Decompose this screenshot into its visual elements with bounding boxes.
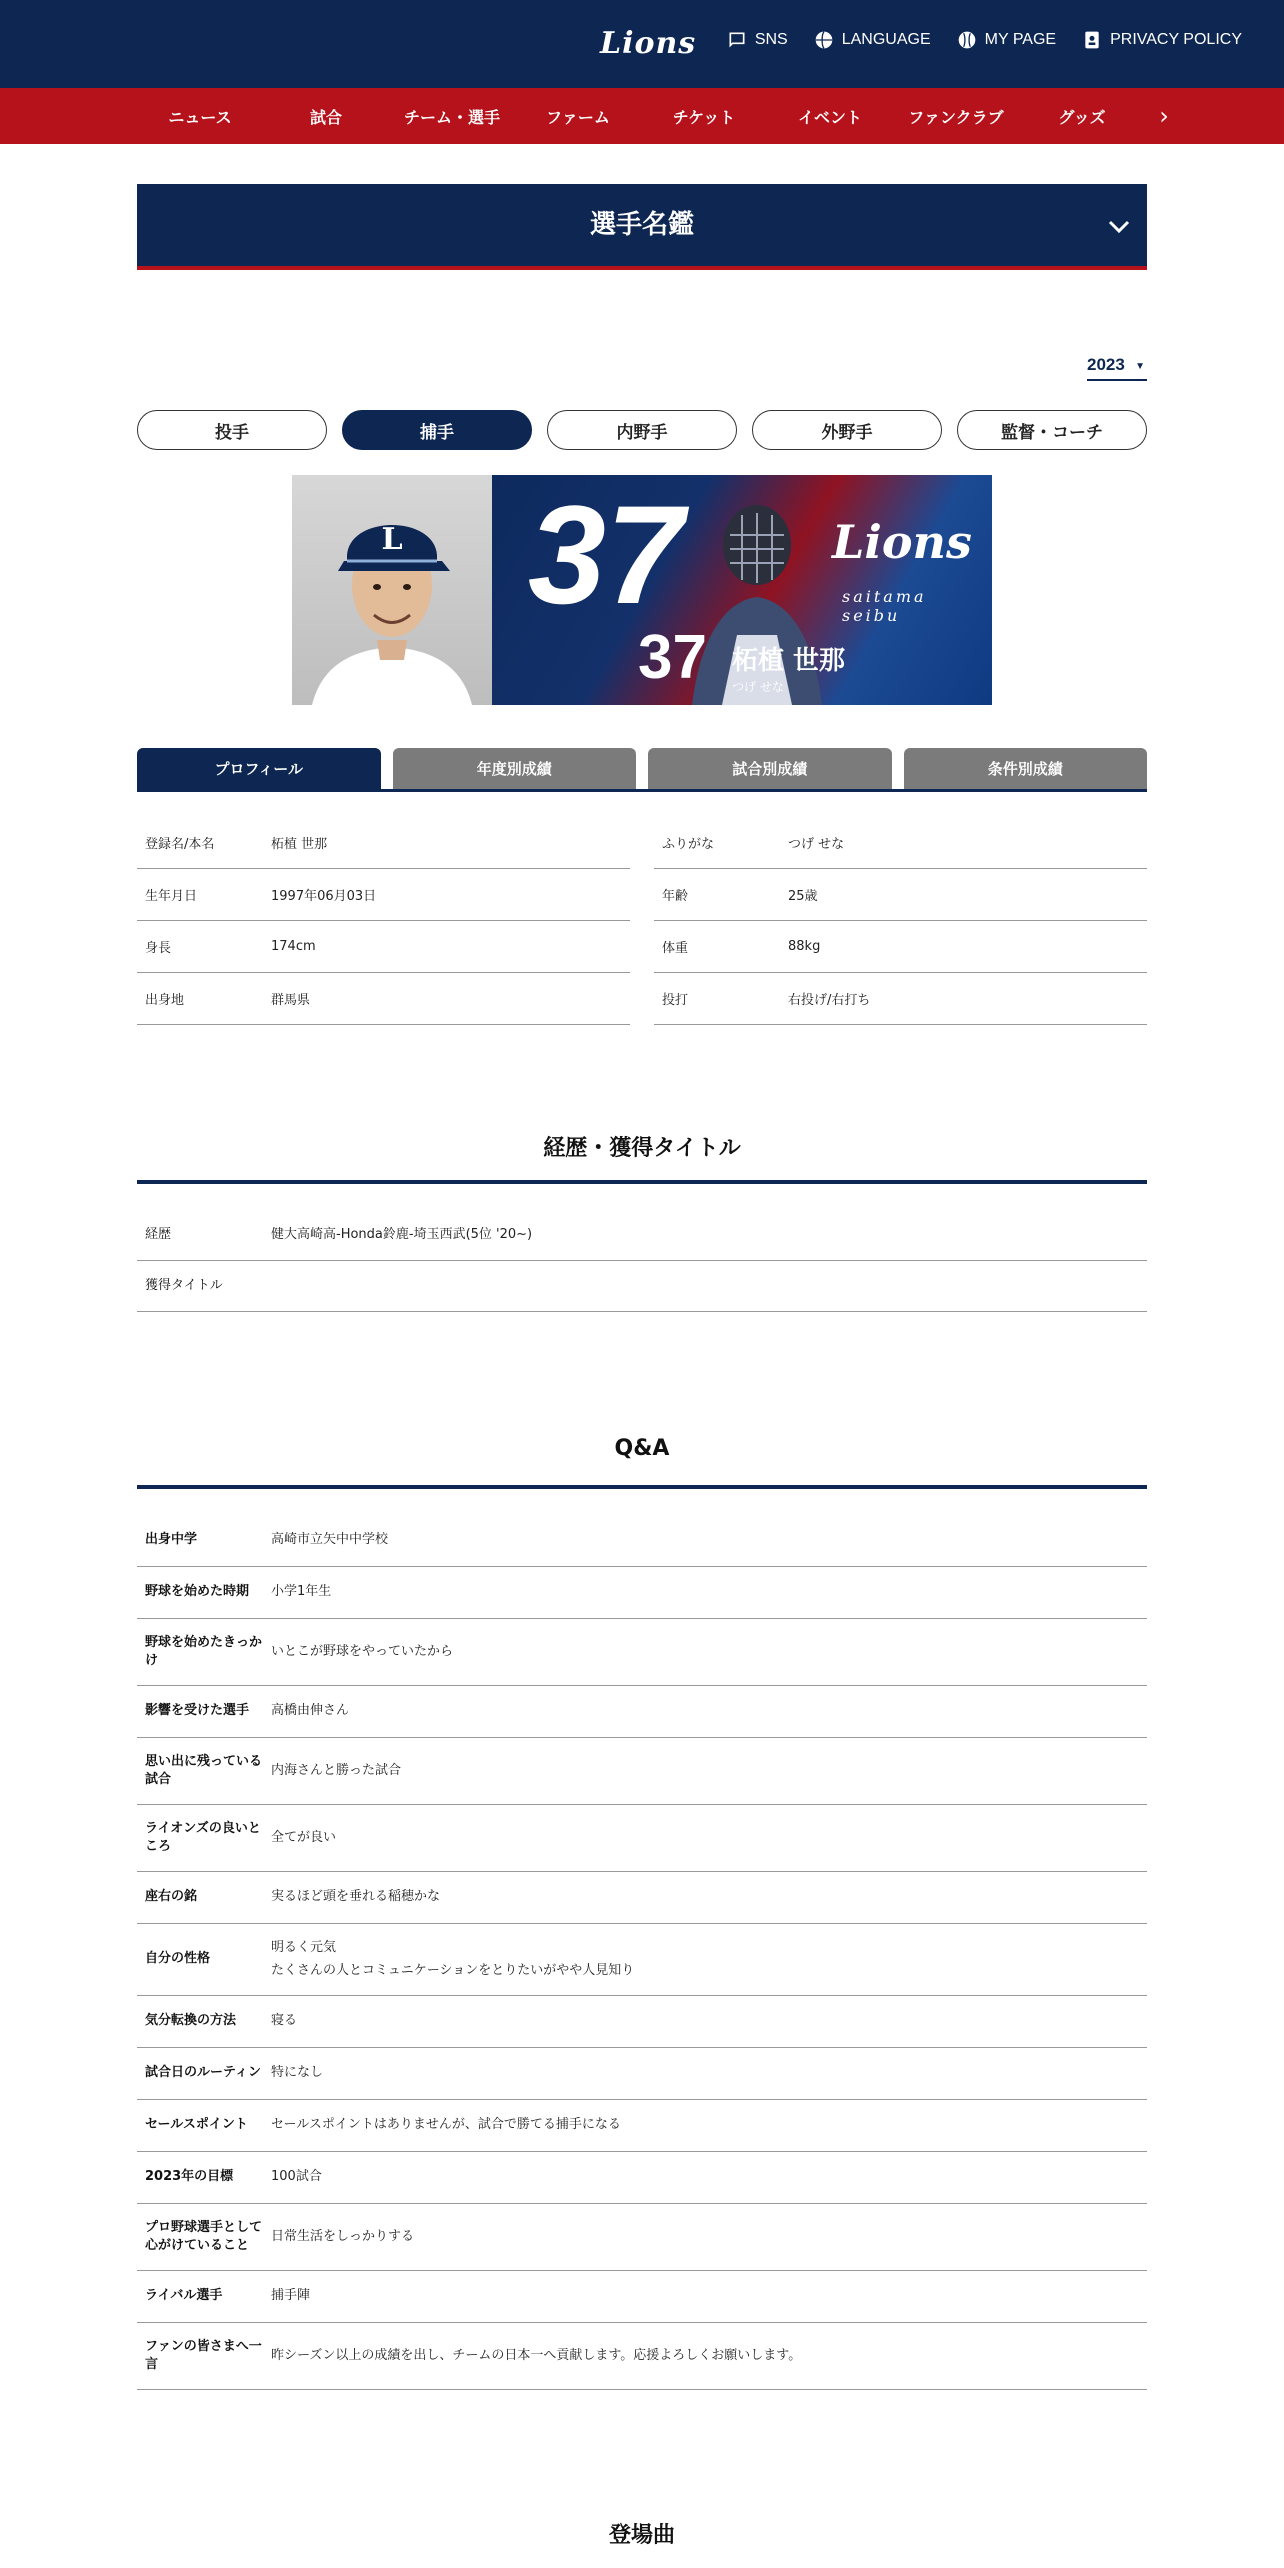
- chevron-down-icon[interactable]: [1105, 212, 1133, 240]
- profile-tabs: [137, 748, 1147, 792]
- profile-value: 右投げ/右打ち: [788, 993, 871, 1008]
- sns-label: SNS: [754, 31, 788, 48]
- position-tabs: [137, 410, 1147, 452]
- nav-next-chevron-icon[interactable]: ›: [1159, 102, 1169, 130]
- table-row: [137, 1738, 1147, 1805]
- profile-value: 群馬県: [271, 993, 311, 1008]
- qa-question: ライオンズの良いところ: [145, 1820, 261, 1854]
- qa-answer: セールスポイントはありませんが、試合で勝てる捕手になる: [271, 2117, 621, 2133]
- qa-question: 試合日のルーティン: [145, 2065, 261, 2081]
- profile-value: 88kg: [788, 939, 821, 954]
- qa-answer: 100試合: [271, 2169, 322, 2185]
- qa-answer: 小学1年生: [271, 1584, 332, 1600]
- profile-row: [137, 817, 630, 869]
- qa-question: セールスポイント: [145, 2117, 248, 2133]
- nav-item-goods[interactable]: グッズ: [1058, 107, 1106, 127]
- main-nav: [0, 88, 1284, 144]
- mypage-label: MY PAGE: [984, 31, 1057, 48]
- tab-infielder[interactable]: 内野手: [547, 410, 737, 450]
- table-row: [137, 1619, 1147, 1686]
- tab-profile[interactable]: プロフィール: [137, 748, 381, 789]
- banner-player-name: 柘植 世那: [732, 646, 846, 676]
- qa-question: 自分の性格: [145, 1951, 211, 1967]
- player-photo: [292, 475, 492, 705]
- nav-item-events[interactable]: イベント: [797, 107, 862, 127]
- qa-question: 出身中学: [145, 1532, 198, 1548]
- table-row: [137, 2204, 1147, 2271]
- mypage-link[interactable]: [957, 30, 1056, 50]
- profile-key: 体重: [662, 941, 689, 956]
- table-row: [137, 1567, 1147, 1619]
- profile-key: 身長: [145, 941, 172, 956]
- profile-row: [137, 921, 630, 973]
- chat-icon: [727, 30, 747, 50]
- year-value: 2023: [1087, 355, 1125, 374]
- profile-value: つげ せな: [788, 837, 845, 852]
- profile-row: [654, 817, 1147, 869]
- profile-key: 登録名/本名: [145, 837, 215, 852]
- qa-answer: 内海さんと勝った試合: [271, 1762, 402, 1778]
- profile-key: 投打: [662, 993, 689, 1008]
- table-row: [137, 1924, 1147, 1996]
- qa-answer: 特になし: [271, 2065, 324, 2081]
- qa-question: 2023年の目標: [145, 2169, 234, 2185]
- page-title: 選手名鑑: [589, 210, 694, 240]
- table-row: [137, 1805, 1147, 1872]
- top-header: [0, 0, 1284, 88]
- sns-link[interactable]: [727, 30, 788, 50]
- tab-game-stats[interactable]: 試合別成績: [648, 748, 892, 789]
- lions-logo[interactable]: Lions: [600, 26, 697, 61]
- profile-value: 25歳: [788, 889, 818, 904]
- qa-table: [137, 1515, 1147, 2390]
- tab-pitcher[interactable]: 投手: [137, 410, 327, 450]
- banner-lions-logo: Lions: [832, 515, 972, 569]
- banner-logo-subtitle: saitama seibu: [842, 587, 927, 625]
- nav-item-games[interactable]: 試合: [309, 107, 342, 127]
- privacy-policy-link[interactable]: [1082, 30, 1242, 50]
- profile-key: 生年月日: [145, 889, 198, 904]
- qa-answer: 実るほど頭を垂れる稲穂かな: [271, 1889, 441, 1905]
- profile-table-right: [654, 817, 1147, 1025]
- profile-value: 柘植 世那: [271, 837, 328, 852]
- profile-row: [137, 869, 630, 921]
- tab-situational-stats[interactable]: 条件別成績: [904, 748, 1148, 789]
- career-table: [137, 1210, 1147, 1312]
- qa-question: 思い出に残っている試合: [145, 1753, 263, 1787]
- table-row: [137, 2100, 1147, 2152]
- qa-question: 野球を始めた時期: [145, 1584, 250, 1600]
- header-links: [727, 30, 1242, 50]
- table-row: [137, 1515, 1147, 1567]
- qa-answer: 日常生活をしっかりする: [271, 2228, 415, 2244]
- language-link[interactable]: [814, 30, 931, 50]
- tab-outfielder[interactable]: 外野手: [752, 410, 942, 450]
- tab-manager-coach[interactable]: 監督・コーチ: [957, 410, 1147, 450]
- table-row: [137, 1210, 1147, 1261]
- qa-answer: 明るく元気 たくさんの人とコミュニケーションをとりたいがやや人見知り: [271, 1940, 635, 1978]
- caret-down-icon: ▼: [1135, 361, 1145, 372]
- tab-catcher[interactable]: 捕手: [342, 410, 532, 450]
- banner-number: 37: [638, 623, 707, 692]
- qa-question: 野球を始めたきっかけ: [145, 1634, 263, 1668]
- nav-item-fanclub[interactable]: ファンクラブ: [908, 107, 1004, 127]
- banner-big-number: 37: [528, 476, 684, 633]
- qa-answer: 高橋由伸さん: [271, 1703, 350, 1719]
- nav-item-farm[interactable]: ファーム: [546, 107, 610, 127]
- career-value: 健大高崎高-Honda鈴鹿-埼玉西武(5位 '20~): [271, 1226, 533, 1242]
- qa-question: ライバル選手: [145, 2288, 223, 2304]
- year-select[interactable]: [1087, 355, 1147, 381]
- svg-text:L: L: [381, 522, 403, 557]
- profile-key: 年齢: [662, 889, 689, 904]
- career-key: 経歴: [145, 1226, 172, 1242]
- profile-value: 1997年06月03日: [271, 889, 377, 904]
- nav-item-tickets[interactable]: チケット: [672, 107, 736, 127]
- globe-icon: [814, 30, 834, 50]
- profile-row: [654, 869, 1147, 921]
- language-label: LANGUAGE: [841, 31, 931, 48]
- profile-value: 174cm: [271, 939, 316, 954]
- table-row: [137, 1686, 1147, 1738]
- career-section-divider: [137, 1180, 1147, 1184]
- qa-question: ファンの皆さまへ一言: [145, 2338, 262, 2372]
- table-row: [137, 1261, 1147, 1312]
- qa-answer: 高崎市立矢中中学校: [271, 1532, 389, 1548]
- music-section-title: 登場曲: [608, 2523, 675, 2548]
- profile-key: ふりがな: [662, 837, 715, 852]
- page-hero: [137, 184, 1147, 270]
- qa-section-title: Q&A: [614, 1436, 670, 1461]
- career-key: 獲得タイトル: [145, 1277, 223, 1293]
- profile-table-left: [137, 817, 630, 1025]
- career-section-title: 経歴・獲得タイトル: [543, 1136, 741, 1161]
- qa-section-divider: [137, 1485, 1147, 1489]
- table-row: [137, 2048, 1147, 2100]
- qa-question: 気分転換の方法: [145, 2013, 237, 2029]
- qa-question: プロ野球選手として心がけていること: [145, 2219, 263, 2253]
- table-row: [137, 2271, 1147, 2323]
- table-row: [137, 2323, 1147, 2390]
- profile-row: [654, 921, 1147, 973]
- qa-answer: いとこが野球をやっていたから: [271, 1643, 454, 1659]
- table-row: [137, 2152, 1147, 2204]
- nav-item-news[interactable]: ニュース: [168, 107, 232, 127]
- qa-question: 座右の銘: [145, 1889, 198, 1905]
- qa-answer: 捕手陣: [271, 2288, 311, 2304]
- id-badge-icon: [1082, 30, 1102, 50]
- qa-answer: 昨シーズン以上の成績を出し、チームの日本一へ貢献します。応援よろしくお願いします。: [271, 2347, 802, 2363]
- banner-player-kana: つげ せな: [732, 680, 784, 694]
- baseball-icon: [957, 30, 977, 50]
- profile-row: [654, 973, 1147, 1025]
- privacy-policy-label: PRIVACY POLICY: [1110, 31, 1242, 48]
- qa-answer: 寝る: [271, 2013, 298, 2029]
- profile-row: [137, 973, 630, 1025]
- player-banner: [492, 475, 992, 705]
- qa-answer: 全てが良い: [271, 1829, 337, 1845]
- profile-key: 出身地: [145, 993, 185, 1008]
- nav-item-team-players[interactable]: チーム・選手: [403, 107, 500, 127]
- table-row: [137, 1872, 1147, 1924]
- table-row: [137, 1996, 1147, 2048]
- qa-question: 影響を受けた選手: [145, 1703, 250, 1719]
- tab-yearly-stats[interactable]: 年度別成績: [393, 748, 637, 789]
